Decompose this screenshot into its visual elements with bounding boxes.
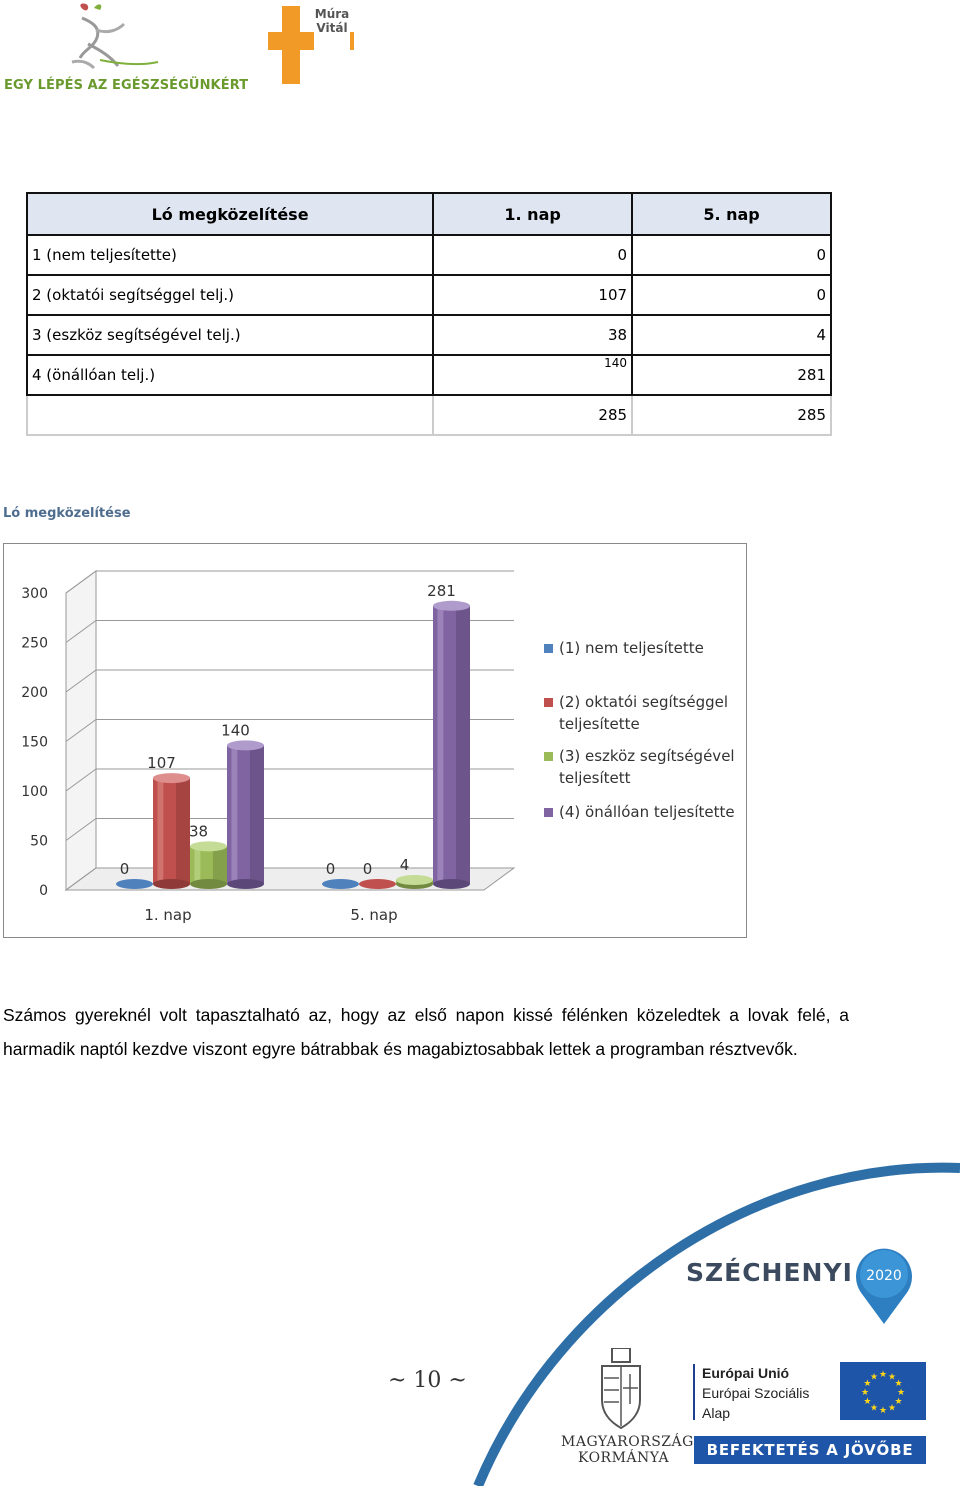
szechenyi-2020-badge	[852, 1246, 916, 1326]
eu-star-icon: ★	[863, 1378, 872, 1388]
approach-table	[26, 192, 832, 436]
data-label: 4	[399, 856, 410, 875]
legend-label: (2) oktatói segítséggel	[559, 693, 729, 711]
eu-star-icon: ★	[887, 1371, 897, 1382]
data-label: 281	[427, 581, 456, 600]
bar-top	[153, 773, 190, 783]
egy-lepes-logo-text: EGY LÉPÉS AZ EGÉSZSÉGÜNKÉRT	[4, 78, 249, 93]
y-tick-label: 50	[30, 833, 48, 850]
bar-zero-disc	[116, 879, 153, 889]
table-cell: 107	[433, 275, 632, 315]
table-header-cell: 1. nap	[433, 193, 632, 235]
x-category-label: 1. nap	[144, 906, 192, 924]
table-cell: 0	[632, 235, 831, 275]
szechenyi-logo-text: SZÉCHENYI	[686, 1258, 853, 1287]
body-paragraph: Számos gyereknél volt tapasztalható az, hogy az első napon kissé félénken közeledtek a lovak felé, a harmadik naptól kezdve viszont egyre bátrabbak és magabiztosabbak lettek a programban résztvevők.	[3, 1005, 849, 1059]
legend-swatch	[544, 644, 553, 653]
y-tick-label: 150	[21, 734, 48, 751]
table-row	[27, 275, 831, 315]
mura-logo-line2: Vitál	[316, 21, 348, 35]
bar-base	[227, 879, 264, 889]
table-header-cell: 5. nap	[632, 193, 831, 235]
x-category-label: 5. nap	[350, 906, 398, 924]
bar-base	[153, 879, 190, 889]
legend-label: (3) eszköz segítségével	[559, 747, 735, 765]
bar-highlight	[157, 778, 163, 884]
y-tick-label: 250	[21, 635, 48, 652]
bar-top	[433, 601, 470, 611]
table-cell: 281	[632, 355, 831, 395]
eu-text-line2: Európai Szociális	[702, 1385, 810, 1401]
bar-shade	[250, 745, 264, 884]
table-cell: 0	[433, 235, 632, 275]
hungary-government-line2: KORMÁNYA	[578, 1450, 670, 1466]
legend-swatch	[544, 808, 553, 817]
eu-star-icon: ★	[878, 1369, 888, 1379]
mura-vital-logo	[268, 2, 358, 86]
eu-star-icon: ★	[896, 1387, 906, 1397]
data-label: 107	[147, 754, 176, 773]
eu-star-icon: ★	[878, 1405, 888, 1415]
bar-base	[433, 879, 470, 889]
chart-frame	[3, 543, 747, 938]
table-cell: 285	[433, 395, 632, 435]
legend-label: teljesítette	[559, 715, 640, 733]
bar-highlight	[194, 846, 200, 884]
bar-highlight	[437, 606, 443, 884]
bar-shade	[213, 846, 227, 884]
eu-flag-icon	[840, 1362, 926, 1420]
table-cell: 38	[433, 315, 632, 355]
legend-swatch	[544, 698, 553, 707]
data-label: 0	[119, 860, 130, 878]
data-label: 140	[221, 721, 250, 740]
table-cell: 4 (önállóan telj.)	[27, 355, 433, 395]
bar-zero-disc	[359, 879, 396, 889]
hungary-government-line1: MAGYARORSZÁG	[561, 1434, 694, 1450]
bar-zero-disc	[322, 879, 359, 889]
mura-logo-line3: Kft.	[321, 38, 343, 49]
eu-star-icon: ★	[869, 1402, 879, 1413]
mura-logo-line1: Múra	[314, 7, 350, 21]
table-header-row	[27, 193, 831, 235]
bar-top	[396, 875, 433, 885]
table-cell: 4	[632, 315, 831, 355]
y-tick-label: 100	[21, 784, 48, 800]
eu-star-icon: ★	[894, 1396, 903, 1406]
table-cell	[27, 395, 433, 435]
hungary-coat-of-arms	[598, 1348, 644, 1430]
table-row	[27, 315, 831, 355]
eu-star-icon: ★	[860, 1387, 870, 1397]
data-label: 0	[362, 860, 373, 878]
eu-text-line3: Alap	[702, 1405, 731, 1421]
bar-shade	[176, 778, 190, 884]
eu-star-icon: ★	[863, 1396, 872, 1406]
table-row	[27, 235, 831, 275]
table-header-cell: Ló megközelítése	[27, 193, 433, 235]
table-total-row	[27, 395, 831, 435]
data-label: 0	[325, 860, 336, 878]
page-number: ~ 10 ~	[388, 1368, 467, 1393]
bar-top	[190, 841, 227, 851]
bar-chart	[4, 544, 746, 937]
data-label: 38	[188, 822, 209, 841]
eu-investment-banner: BEFEKTETÉS A JÖVŐBE	[694, 1436, 926, 1464]
eu-star-icon: ★	[894, 1378, 903, 1388]
chart-caption: Ló megközelítése	[3, 506, 131, 521]
legend-label: teljesített	[559, 769, 631, 787]
legend-swatch	[544, 752, 553, 761]
eu-text-line1: Európai Unió	[702, 1365, 790, 1381]
legend-label: (1) nem teljesítette	[559, 639, 704, 657]
table-row	[27, 355, 831, 395]
bar-top	[227, 740, 264, 750]
eu-divider	[693, 1364, 695, 1420]
y-tick-label: 0	[39, 883, 48, 899]
bar-highlight	[231, 745, 237, 884]
bar-shade	[456, 606, 470, 884]
y-tick-label: 300	[21, 586, 48, 602]
table-cell: 3 (eszköz segítségével telj.)	[27, 315, 433, 355]
table-cell: 140	[433, 355, 632, 395]
legend-label: (4) önállóan teljesítette	[559, 803, 735, 821]
bar-base	[190, 879, 227, 889]
table-cell: 1 (nem teljesítette)	[27, 235, 433, 275]
eu-star-icon: ★	[887, 1402, 897, 1413]
table-cell: 285	[632, 395, 831, 435]
eu-star-icon: ★	[869, 1371, 879, 1382]
szechenyi-badge-text: 2020	[866, 1268, 902, 1284]
y-tick-label: 200	[21, 685, 48, 701]
table-cell: 2 (oktatói segítséggel telj.)	[27, 275, 433, 315]
table-cell: 0	[632, 275, 831, 315]
